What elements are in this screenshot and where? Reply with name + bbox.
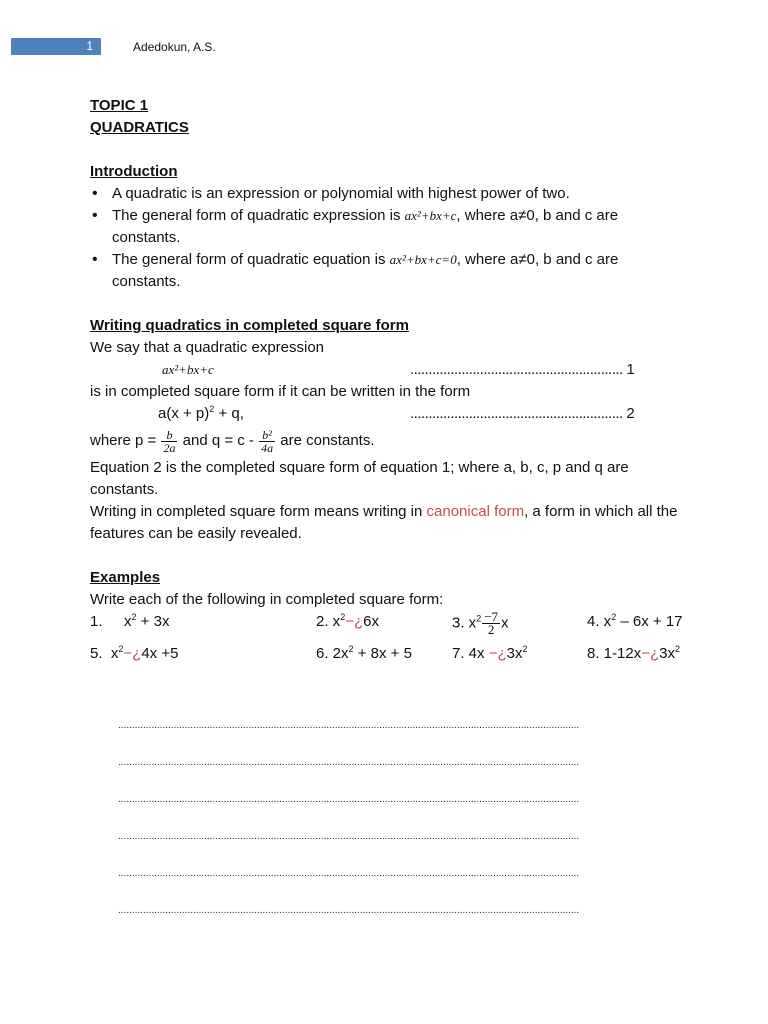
example-7: 7. $4x -¿3x^2$ [452,644,528,662]
examples-heading: Examples [90,569,161,586]
completed-line-3: Equation 2 is the completed square form of equation 1; where a, b, c, p and q are constants. [90,459,629,498]
example-3: 3. $x^2$ $\frac{-7}{2}$ x [452,609,509,637]
answer-line-6[interactable]: ...................................................................................................................................................................... [118,905,580,916]
example-5: 5. $x^2-¿4x +5$ [90,644,179,662]
equation-2-reference: .......................................................... 2 [410,405,635,422]
canonical-form-term: canonical form [426,503,525,520]
author-name: Adedokun, A.S. [133,40,216,54]
example-2: 2. $x^2-¿6x$ [316,612,379,630]
completed-line-2: is in completed square form if it can be written in the form [90,383,471,400]
answer-line-1[interactable]: ...................................................................................................................................................................... [118,720,580,731]
example-3-fraction: $\frac{-7}{2}$ [484,609,499,637]
where-line: where p = $\frac{b}{2a}$ and q = c - $\frac{\text{b²}}{4a}$ are constants. [90,427,375,455]
answer-line-2[interactable]: ...................................................................................................................................................................... [118,757,580,768]
completed-line-1: We say that a quadratic expression [90,339,325,356]
example-1-number: 1. [90,613,103,630]
example-6: 6. $2x^2 + 8x + 5$ [316,644,412,662]
examples-instruction: Write each of the following in completed square form: [90,591,444,608]
answer-line-3[interactable]: ...................................................................................................................................................................... [118,794,580,805]
example-1: $x^2 + 3x$ [124,612,170,630]
intro-bullet-3: • The general form of quadratic equation is ax²+bx+c=0, where a≠0, b and c are constants. [90,249,690,293]
answer-line-5[interactable]: ...................................................................................................................................................................... [118,868,580,879]
p-fraction: $\frac{b}{2a}$ [163,427,176,455]
topic-title: QUADRATICS [90,119,189,136]
equation-2-row [90,403,690,425]
examples-row-1 [90,611,690,643]
examples-row-2 [90,643,690,675]
intro-bullet-1: • A quadratic is an expression or polynomial with highest power of two. [90,183,690,205]
intro-bullet-2: • The general form of quadratic expression is ax²+bx+c, where a≠0, b and c are constants. [90,205,690,249]
completed-line-4: Writing in completed square form means writing in canonical form, a form in which all the features can be easily revealed. [90,503,678,542]
document-body [90,95,690,675]
general-equation-math: ax²+bx+c=0 [389,252,457,267]
general-expression-math: ax²+bx+c [404,208,457,223]
topic-number: TOPIC 1 [90,97,149,114]
equation-1-reference: .......................................................... 1 [410,361,635,378]
answer-lines [118,700,678,922]
answer-line-4[interactable]: ...................................................................................................................................................................... [118,831,580,842]
page-number: 1 [86,39,93,53]
equation-2-expression: $a(x + p)^2 + q$, [158,404,244,422]
q-fraction: $\frac{\text{b²}}{4a}$ [261,427,274,455]
intro-heading: Introduction [90,163,178,180]
equation-1-row [90,359,690,381]
equation-1-expression: ax²+bx+c [162,362,214,377]
header-page-bar [11,38,101,55]
completed-square-heading: Writing quadratics in completed square form [90,317,409,334]
intro-list [90,183,690,293]
example-4: 4. $x^2 - 6x + 17$ [587,612,683,630]
example-8: 8. $1-12x-¿3x^2$ [587,644,680,662]
